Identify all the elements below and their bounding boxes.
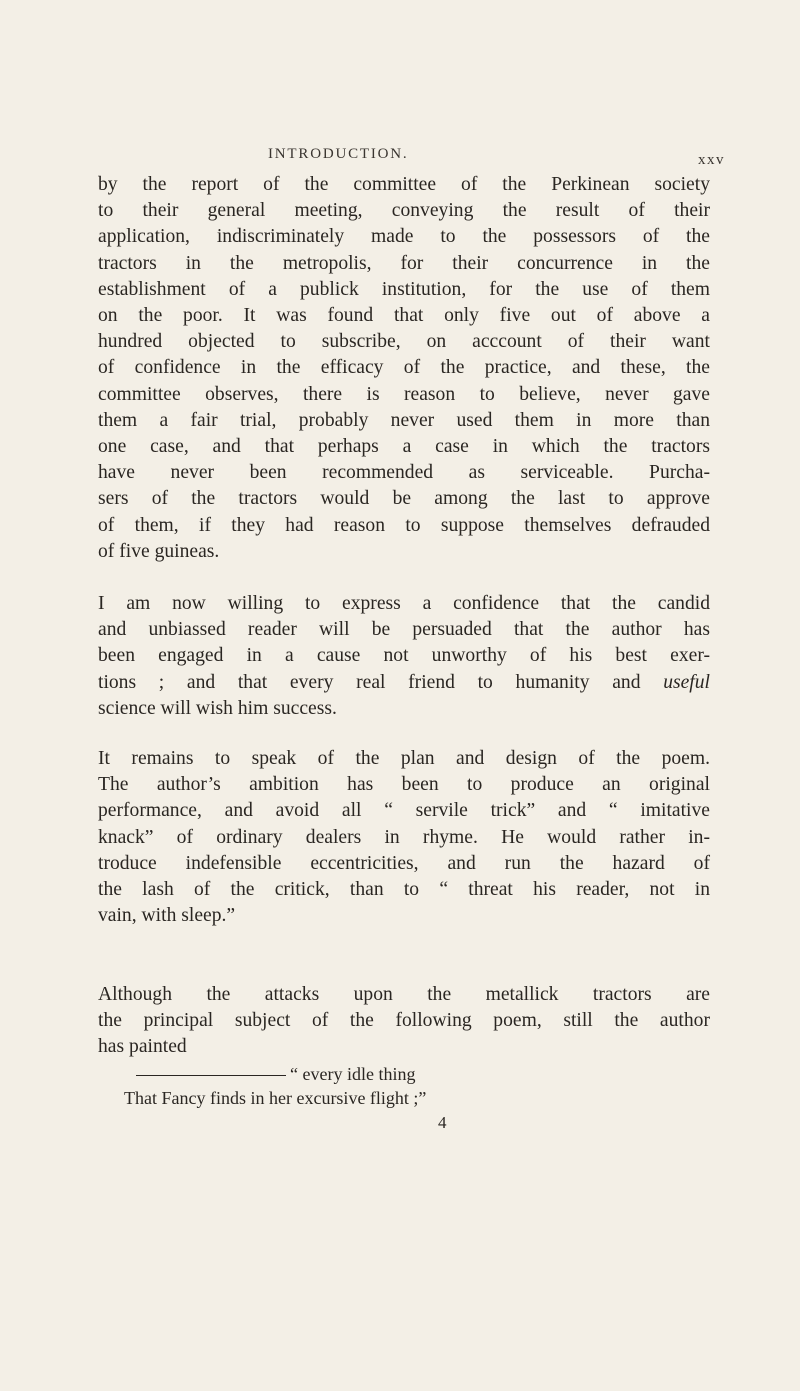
text-line: to their general meeting, conveying the result of their [98,200,710,222]
paragraph-3 [98,746,710,929]
quote-text: “ every idle thing [290,1064,416,1084]
text-line: performance, and avoid all “ servile trick” and “ imitative [98,800,710,822]
text-line: the lash of the critick, than to “ threat his reader, not in [98,879,710,901]
text-line: by the report of the committee of the Perkinean society [98,174,710,195]
quote-line [124,1062,426,1086]
dash-rule [136,1075,286,1076]
text-line: application, indiscriminately made to the possessors of the [98,226,710,248]
text-line: knack” of ordinary dealers in rhyme. He would rather in- [98,826,710,848]
text-line: been engaged in a cause not unworthy of his best exer- [98,645,710,667]
text-line: one case, and that perhaps a case in which the tractors [98,436,710,458]
text-fragment: tions ; and that every real friend to humanity and [98,671,664,693]
text-line: has painted [98,1036,187,1058]
paragraph-2 [98,591,710,722]
text-line: and unbiassed reader will be persuaded that the author has [98,619,710,641]
paragraph-4 [98,982,710,1061]
quote-line: That Fancy finds in her excursive flight ;” [124,1088,427,1108]
text-line: hundred objected to subscribe, on acccount of their want [98,331,710,353]
text-line: Although the attacks upon the metallick tractors are [98,984,710,1005]
verse-quotation [124,1062,426,1110]
text-line: tractors in the metropolis, for their concurrence in the [98,252,710,274]
text-line: The author’s ambition has been to produce an original [98,774,710,796]
text-line: It remains to speak of the plan and design of the poem. [98,748,710,769]
text-line: sers of the tractors would be among the last to approve [98,488,710,510]
text-line [98,670,710,696]
text-line: science will wish him success. [98,697,337,719]
text-line: of five guineas. [98,540,220,562]
text-line: of confidence in the efficacy of the practice, and these, the [98,357,710,379]
text-line: on the poor. It was found that only five out of above a [98,305,710,327]
text-line: the principal subject of the following poem, still the author [98,1010,710,1032]
page-number: xxv [698,152,725,168]
text-line: troduce indefensible eccentricities, and run the hazard of [98,852,710,874]
signature-mark: 4 [438,1113,447,1132]
running-head: INTRODUCTION. [268,146,409,162]
text-line: vain, with sleep.” [98,905,236,927]
paragraph-1 [98,172,710,565]
emphasis-useful: useful [663,671,710,693]
text-line: I am now willing to express a confidence that the candid [98,593,710,614]
text-line: of them, if they had reason to suppose themselves defrauded [98,514,710,536]
text-line: establishment of a publick institution, for the use of them [98,278,710,300]
text-line: them a fair trial, probably never used them in more than [98,409,710,431]
text-line: committee observes, there is reason to believe, never gave [98,383,710,405]
text-line: have never been recommended as serviceable. Purcha- [98,462,710,484]
